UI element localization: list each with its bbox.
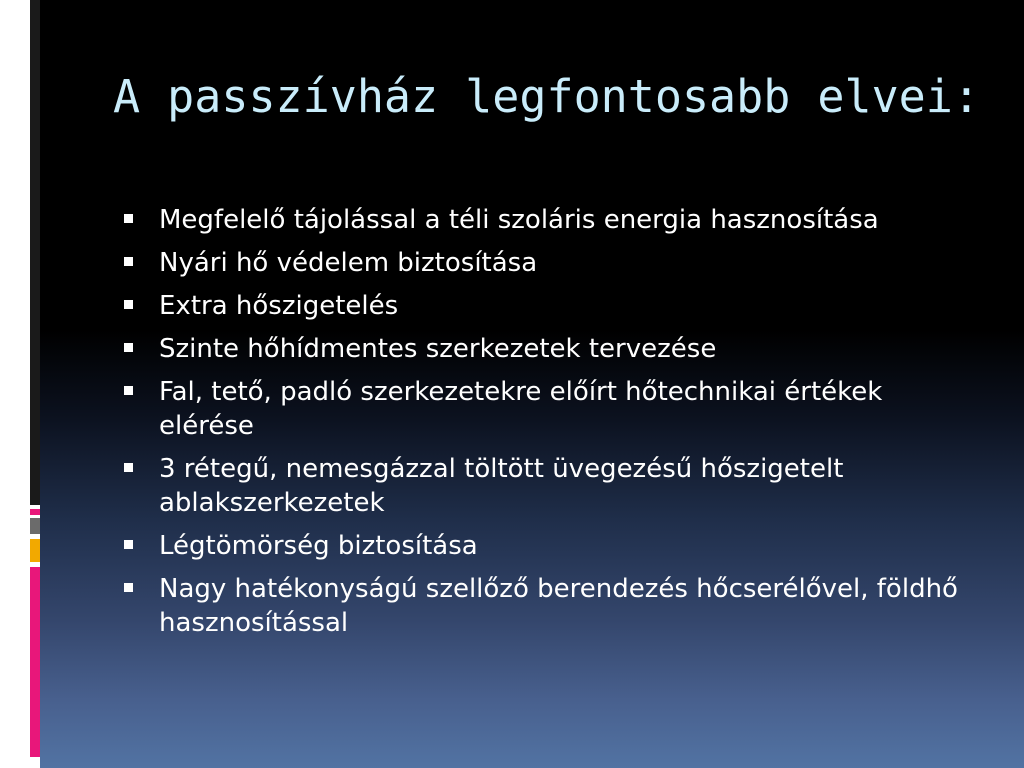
square-bullet-icon	[124, 583, 133, 592]
square-bullet-icon	[124, 540, 133, 549]
list-item	[122, 375, 982, 443]
bullet-text: 3 rétegű, nemesgázzal töltött üvegezésű hőszigetelt ablakszerkezetek	[159, 454, 844, 518]
deco-bar-gray	[30, 518, 40, 534]
square-bullet-icon	[124, 463, 133, 472]
bullet-text: Fal, tető, padló szerkezetekre előírt hőtechnikai értékek elérése	[159, 377, 883, 441]
list-item	[122, 572, 982, 640]
deco-bar-orange	[30, 539, 40, 562]
deco-bar-gap-5	[30, 757, 40, 768]
bullet-text: Légtömörség biztosítása	[159, 531, 478, 561]
list-item	[122, 332, 982, 366]
bullet-text: Nagy hatékonyságú szellőző berendezés hőcserélővel, földhő hasznosítással	[159, 574, 958, 638]
list-item	[122, 203, 982, 237]
square-bullet-icon	[124, 386, 133, 395]
square-bullet-icon	[124, 343, 133, 352]
bullet-list	[122, 203, 982, 649]
square-bullet-icon	[124, 300, 133, 309]
deco-bar-magenta-long	[30, 567, 40, 757]
list-item	[122, 452, 982, 520]
bullet-text: Szinte hőhídmentes szerkezetek tervezése	[159, 334, 717, 364]
slide-title: A passzívház legfontosabb elvei:	[113, 70, 980, 123]
bullet-text: Extra hőszigetelés	[159, 291, 399, 321]
bullet-text: Nyári hő védelem biztosítása	[159, 248, 538, 278]
square-bullet-icon	[124, 257, 133, 266]
list-item	[122, 246, 982, 280]
bullet-text: Megfelelő tájolással a téli szoláris energia hasznosítása	[159, 205, 879, 235]
list-item	[122, 289, 982, 323]
deco-bar-dark-top	[30, 0, 40, 505]
square-bullet-icon	[124, 214, 133, 223]
list-item	[122, 529, 982, 563]
decorative-color-bars	[30, 0, 40, 768]
